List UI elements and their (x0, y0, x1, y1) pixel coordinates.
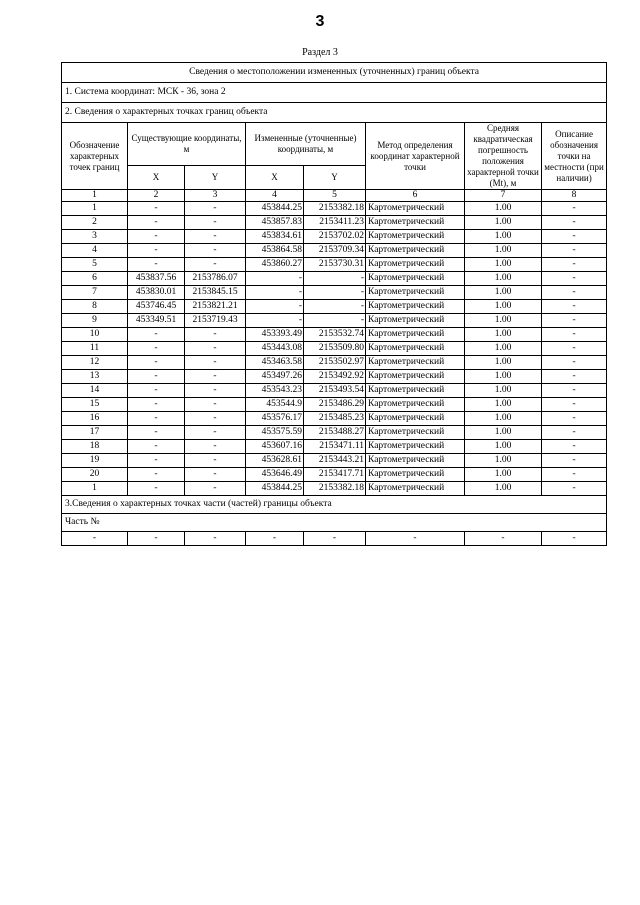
table-cell: 2153730.31 (304, 258, 366, 272)
table-cell: 2153382.18 (304, 202, 366, 216)
header-designation: Обозначение характерных точек границ (62, 123, 128, 190)
table-cell: - (542, 356, 607, 370)
table-cell: 1 (62, 202, 128, 216)
table-cell: 453544.9 (246, 398, 304, 412)
table-cell: 15 (62, 398, 128, 412)
table-cell: - (185, 468, 246, 482)
table-cell: - (304, 272, 366, 286)
table-cell: - (185, 258, 246, 272)
table-row (62, 328, 607, 342)
table-cell: 1.00 (465, 230, 542, 244)
table-cell: 2153493.54 (304, 384, 366, 398)
table-cell: - (185, 244, 246, 258)
table-cell: 1.00 (465, 412, 542, 426)
table-cell: - (465, 532, 542, 546)
table-cell: 2153821.21 (185, 300, 246, 314)
column-number-cell: 2 (128, 190, 185, 202)
table-cell: 20 (62, 468, 128, 482)
table-cell: 453646.49 (246, 468, 304, 482)
table-cell: Картометрический (366, 300, 465, 314)
table-cell: 453497.26 (246, 370, 304, 384)
part-heading: 3.Сведения о характерных точках части (частей) границы объекта (62, 496, 607, 514)
header-existing-y: Y (185, 166, 246, 190)
table-cell: - (542, 532, 607, 546)
table-cell: - (542, 230, 607, 244)
table-cell: Картометрический (366, 356, 465, 370)
table-cell: - (128, 384, 185, 398)
table-cell: 2153485.23 (304, 412, 366, 426)
table-cell: 2153502.97 (304, 356, 366, 370)
table-row (62, 356, 607, 370)
table-cell: 453844.25 (246, 482, 304, 496)
table-cell: 1.00 (465, 370, 542, 384)
table-cell: 453575.59 (246, 426, 304, 440)
table-row (62, 272, 607, 286)
table-cell: - (542, 384, 607, 398)
table-cell: - (246, 314, 304, 328)
table-cell: - (128, 328, 185, 342)
table-row (62, 426, 607, 440)
table-cell: 2153382.18 (304, 482, 366, 496)
table-cell: 2153486.29 (304, 398, 366, 412)
part-label: Часть № (62, 514, 607, 532)
table-cell: - (304, 314, 366, 328)
table-cell: - (128, 482, 185, 496)
table-cell: - (542, 370, 607, 384)
table-cell: 2153709.34 (304, 244, 366, 258)
table-cell: 13 (62, 370, 128, 384)
table-cell: 453607.16 (246, 440, 304, 454)
table-cell: - (246, 286, 304, 300)
points-heading: 2. Сведения о характерных точках границ объекта (62, 103, 607, 123)
table-cell: 1.00 (465, 258, 542, 272)
table-cell: - (185, 370, 246, 384)
table-cell: 2153845.15 (185, 286, 246, 300)
section-title: Раздел 3 (302, 47, 338, 58)
table-cell: - (185, 216, 246, 230)
table-cell: 1.00 (465, 328, 542, 342)
table-row (62, 468, 607, 482)
table-row (62, 482, 607, 496)
table-cell: 19 (62, 454, 128, 468)
table-cell: 453349.51 (128, 314, 185, 328)
table-cell: - (128, 440, 185, 454)
table-row (62, 300, 607, 314)
table-cell: - (542, 244, 607, 258)
table-cell: - (128, 454, 185, 468)
table-row (62, 202, 607, 216)
table-row (62, 342, 607, 356)
table-row (62, 384, 607, 398)
table-row (62, 258, 607, 272)
table-cell: 2153488.27 (304, 426, 366, 440)
table-cell: 2153532.74 (304, 328, 366, 342)
table-cell: 453857.83 (246, 216, 304, 230)
table-cell: 8 (62, 300, 128, 314)
table-cell: 2153702.02 (304, 230, 366, 244)
table-cell: - (542, 314, 607, 328)
table-cell: 3 (62, 230, 128, 244)
table-cell: - (542, 286, 607, 300)
table-cell: - (128, 398, 185, 412)
table-cell: - (128, 202, 185, 216)
table-cell: 2153471.11 (304, 440, 366, 454)
table-cell: - (246, 300, 304, 314)
table-cell: 453860.27 (246, 258, 304, 272)
table-cell: 1.00 (465, 440, 542, 454)
table-cell: - (542, 202, 607, 216)
table-title: Сведения о местоположении измененных (уточненных) границ объекта (62, 63, 607, 83)
table-cell: 1.00 (465, 244, 542, 258)
header-changed-coords: Измененные (уточненные) координаты, м (246, 123, 366, 166)
table-cell: 17 (62, 426, 128, 440)
table-cell: 1.00 (465, 314, 542, 328)
table-cell: 453830.01 (128, 286, 185, 300)
table-cell: Картометрический (366, 468, 465, 482)
table-cell: Картометрический (366, 286, 465, 300)
table-cell: - (542, 468, 607, 482)
table-cell: 453543.23 (246, 384, 304, 398)
table-cell: 1.00 (465, 300, 542, 314)
column-number-cell: 5 (304, 190, 366, 202)
table-cell: 2153509.80 (304, 342, 366, 356)
table-cell: - (542, 440, 607, 454)
table-cell: - (128, 258, 185, 272)
header-existing-x: X (128, 166, 185, 190)
table-cell: Картометрический (366, 272, 465, 286)
table-cell: 18 (62, 440, 128, 454)
table-cell: - (304, 532, 366, 546)
table-cell: - (542, 258, 607, 272)
table-cell: - (185, 230, 246, 244)
table-cell: 10 (62, 328, 128, 342)
table-cell: Картометрический (366, 216, 465, 230)
table-cell: 1.00 (465, 272, 542, 286)
table-cell: 453864.58 (246, 244, 304, 258)
table-cell: Картометрический (366, 384, 465, 398)
table-cell: Картометрический (366, 398, 465, 412)
column-number-cell: 3 (185, 190, 246, 202)
table-cell: Картометрический (366, 202, 465, 216)
table-cell: Картометрический (366, 258, 465, 272)
table-cell: 14 (62, 384, 128, 398)
table-cell: 453393.49 (246, 328, 304, 342)
table-cell: 1.00 (465, 398, 542, 412)
table-cell: - (128, 532, 185, 546)
table-cell: Картометрический (366, 342, 465, 356)
table-cell: - (246, 272, 304, 286)
table-cell: 11 (62, 342, 128, 356)
table-cell: - (185, 454, 246, 468)
table-cell: 453576.17 (246, 412, 304, 426)
table-cell: 1.00 (465, 216, 542, 230)
table-cell: 453837.56 (128, 272, 185, 286)
table-cell: 1.00 (465, 356, 542, 370)
table-cell: 2153492.92 (304, 370, 366, 384)
table-row (62, 230, 607, 244)
column-number-row (62, 190, 607, 202)
table-cell: 453844.25 (246, 202, 304, 216)
table-cell: - (542, 398, 607, 412)
table-cell: Картометрический (366, 244, 465, 258)
table-cell: - (185, 356, 246, 370)
table-cell: 2 (62, 216, 128, 230)
table-cell: 453834.61 (246, 230, 304, 244)
table-row (62, 398, 607, 412)
table-cell: 1.00 (465, 286, 542, 300)
table-cell: 2153443.21 (304, 454, 366, 468)
table-cell: - (128, 356, 185, 370)
table-cell: - (128, 412, 185, 426)
table-cell: - (128, 342, 185, 356)
table-cell: 12 (62, 356, 128, 370)
table-cell: - (304, 300, 366, 314)
page-number: 3 (315, 13, 325, 30)
table-row (62, 412, 607, 426)
table-cell: - (542, 454, 607, 468)
table-cell: - (185, 482, 246, 496)
table-cell: - (542, 300, 607, 314)
table-cell: 16 (62, 412, 128, 426)
boundary-table (61, 62, 607, 546)
table-cell: 4 (62, 244, 128, 258)
part-row (62, 532, 607, 546)
table-cell: Картометрический (366, 314, 465, 328)
column-number-cell: 7 (465, 190, 542, 202)
table-cell: - (185, 532, 246, 546)
table-cell: - (366, 532, 465, 546)
table-cell: 1.00 (465, 384, 542, 398)
table-cell: Картометрический (366, 370, 465, 384)
coordinate-system: 1. Система координат: МСК - 36, зона 2 (62, 83, 607, 103)
table-cell: 1.00 (465, 426, 542, 440)
table-cell: - (246, 532, 304, 546)
table-cell: Картометрический (366, 230, 465, 244)
table-cell: - (185, 384, 246, 398)
table-cell: - (542, 482, 607, 496)
column-number-cell: 6 (366, 190, 465, 202)
table-cell: - (542, 426, 607, 440)
table-cell: - (542, 412, 607, 426)
table-cell: - (304, 286, 366, 300)
table-row (62, 370, 607, 384)
table-cell: 9 (62, 314, 128, 328)
table-cell: 453628.61 (246, 454, 304, 468)
column-number-cell: 1 (62, 190, 128, 202)
table-cell: 1 (62, 482, 128, 496)
table-cell: - (128, 468, 185, 482)
header-method: Метод определения координат характерной точки (366, 123, 465, 190)
table-cell: 1.00 (465, 202, 542, 216)
table-cell: - (185, 342, 246, 356)
table-cell: - (185, 202, 246, 216)
table-cell: - (62, 532, 128, 546)
table-cell: - (185, 440, 246, 454)
column-number-cell: 8 (542, 190, 607, 202)
column-number-cell: 4 (246, 190, 304, 202)
table-cell: Картометрический (366, 412, 465, 426)
table-cell: - (185, 412, 246, 426)
table-cell: - (128, 370, 185, 384)
table-cell: - (542, 328, 607, 342)
table-cell: 1.00 (465, 454, 542, 468)
table-cell: 1.00 (465, 468, 542, 482)
table-cell: 1.00 (465, 342, 542, 356)
header-existing-coords: Существующие координаты, м (128, 123, 246, 166)
table-row (62, 454, 607, 468)
table-cell: - (128, 230, 185, 244)
table-row (62, 286, 607, 300)
table-cell: Картометрический (366, 328, 465, 342)
table-cell: - (542, 216, 607, 230)
table-cell: 1.00 (465, 482, 542, 496)
table-row (62, 440, 607, 454)
table-cell: - (128, 216, 185, 230)
table-cell: Картометрический (366, 426, 465, 440)
header-error: Средняя квадратическая погрешность положения характерной точки (Mt), м (465, 123, 542, 190)
table-cell: - (542, 342, 607, 356)
table-cell: 453746.45 (128, 300, 185, 314)
table-cell: - (542, 272, 607, 286)
table-cell: 2153411.23 (304, 216, 366, 230)
table-cell: - (185, 398, 246, 412)
table-cell: Картометрический (366, 454, 465, 468)
table-cell: 2153786.07 (185, 272, 246, 286)
table-row (62, 216, 607, 230)
table-cell: - (128, 244, 185, 258)
header-description: Описание обозначения точки на местности (при наличии) (542, 123, 607, 190)
table-row (62, 314, 607, 328)
table-cell: 7 (62, 286, 128, 300)
table-cell: 5 (62, 258, 128, 272)
table-cell: Картометрический (366, 440, 465, 454)
table-cell: - (128, 426, 185, 440)
table-cell: 453463.58 (246, 356, 304, 370)
table-cell: - (185, 426, 246, 440)
table-cell: Картометрический (366, 482, 465, 496)
table-cell: 453443.08 (246, 342, 304, 356)
table-cell: 2153417.71 (304, 468, 366, 482)
header-changed-y: Y (304, 166, 366, 190)
table-cell: - (185, 328, 246, 342)
table-row (62, 244, 607, 258)
table-cell: 6 (62, 272, 128, 286)
header-changed-x: X (246, 166, 304, 190)
table-cell: 2153719.43 (185, 314, 246, 328)
